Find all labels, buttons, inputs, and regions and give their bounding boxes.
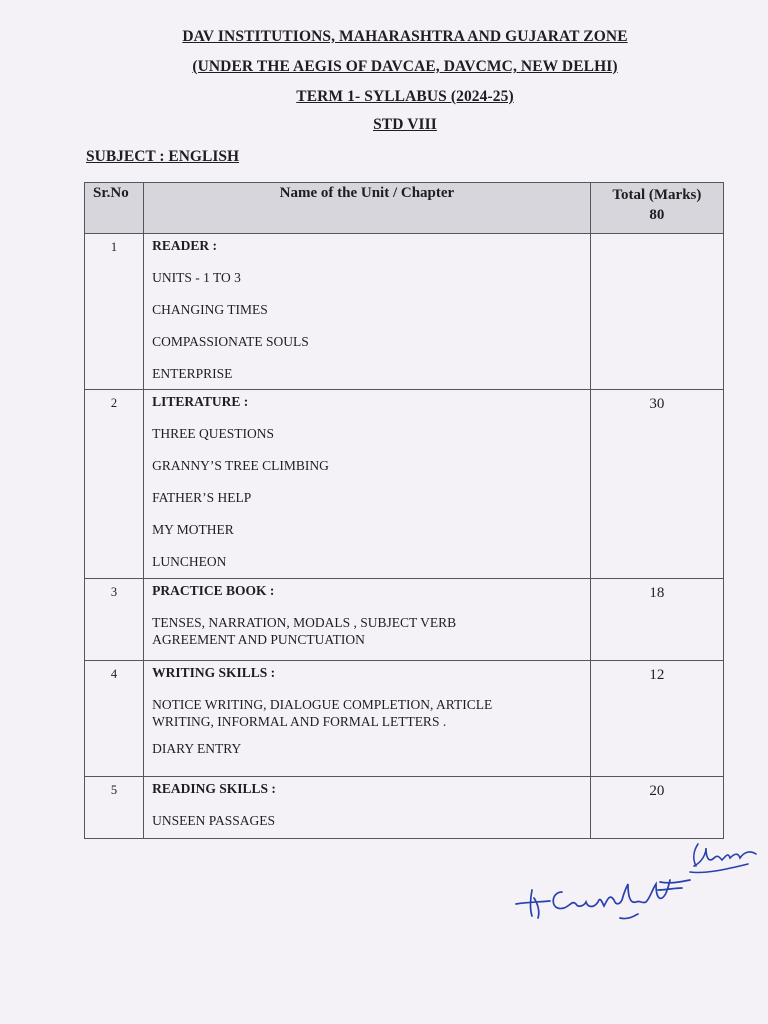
- row-sr-no: 3: [85, 579, 144, 661]
- chapter-item: CHANGING TIMES: [152, 302, 268, 317]
- table-header-row: [85, 183, 724, 234]
- row-unit: [144, 777, 591, 839]
- table-row: [85, 579, 724, 661]
- row-unit: [144, 390, 591, 579]
- title-institution: DAV INSTITUTIONS, MAHARASHTRA AND GUJARAT ZONE: [182, 28, 628, 45]
- unit-title: READING SKILLS :: [152, 781, 276, 796]
- chapter-item: DIARY ENTRY: [152, 741, 242, 756]
- header-total-marks-value: 80: [649, 207, 665, 223]
- signature-gandhiwatt-icon: [510, 868, 710, 934]
- row-unit: [144, 579, 591, 661]
- unit-title: LITERATURE :: [152, 394, 249, 409]
- chapter-item: FATHER’S HELP: [152, 490, 252, 505]
- chapter-item: NOTICE WRITING, DIALOGUE COMPLETION, ARTICLE WRITING, INFORMAL AND FORMAL LETTERS .: [152, 697, 493, 729]
- header-sr-no: Sr.No: [85, 183, 144, 234]
- unit-title: PRACTICE BOOK :: [152, 583, 275, 598]
- unit-title: WRITING SKILLS :: [152, 665, 276, 680]
- unit-title: READER :: [152, 238, 217, 253]
- row-marks: 30: [590, 390, 723, 579]
- header-total-marks: [590, 183, 723, 234]
- row-marks: 12: [590, 661, 723, 777]
- chapter-item: TENSES, NARRATION, MODALS , SUBJECT VERB AGREEMENT AND PUNCTUATION: [152, 615, 457, 647]
- chapter-item: MY MOTHER: [152, 522, 234, 537]
- row-marks: 18: [590, 579, 723, 661]
- table-row: [85, 234, 724, 390]
- title-aegis: (UNDER THE AEGIS OF DAVCAE, DAVCMC, NEW DELHI): [192, 58, 618, 75]
- row-sr-no: 5: [85, 777, 144, 839]
- title-standard: STD VIII: [373, 116, 437, 133]
- syllabus-table: [84, 182, 724, 839]
- table-row: [85, 390, 724, 579]
- row-marks: [590, 234, 723, 390]
- row-sr-no: 2: [85, 390, 144, 579]
- table-row: [85, 777, 724, 839]
- row-unit: [144, 234, 591, 390]
- row-sr-no: 1: [85, 234, 144, 390]
- chapter-item: LUNCHEON: [152, 554, 227, 569]
- row-marks: 20: [590, 777, 723, 839]
- chapter-item: UNSEEN PASSAGES: [152, 813, 275, 828]
- subject-heading: SUBJECT : ENGLISH: [86, 148, 240, 165]
- row-unit: [144, 661, 591, 777]
- chapter-item: UNITS - 1 TO 3: [152, 270, 241, 285]
- table-row: [85, 661, 724, 777]
- chapter-item: ENTERPRISE: [152, 366, 233, 381]
- header-total-marks-label: Total (Marks): [612, 187, 702, 203]
- chapter-item: COMPASSIONATE SOULS: [152, 334, 309, 349]
- chapter-item: THREE QUESTIONS: [152, 426, 274, 441]
- chapter-item: GRANNY’S TREE CLIMBING: [152, 458, 329, 473]
- header-unit-name: Name of the Unit / Chapter: [144, 183, 591, 234]
- row-sr-no: 4: [85, 661, 144, 777]
- title-term: TERM 1- SYLLABUS (2024-25): [296, 88, 514, 105]
